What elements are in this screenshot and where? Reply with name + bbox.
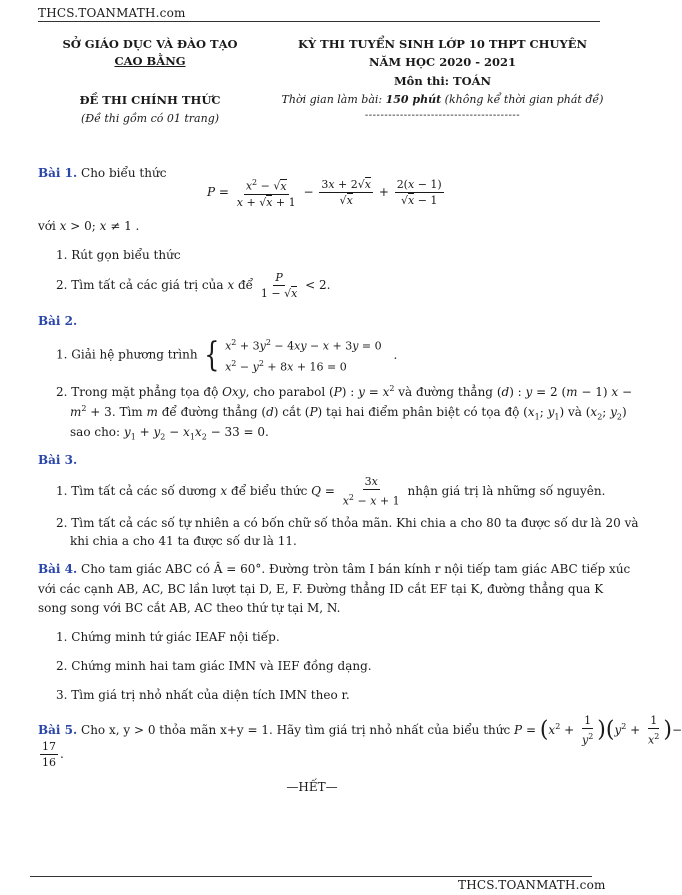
header-pages: (Đề thi gồm có 01 trang) xyxy=(80,112,220,125)
problem-5-line-1: Bài 5. Cho x, y > 0 thỏa mãn x+y = 1. Hãy tìm giá trị nhỏ nhất của biểu thức $P = (x^2$ + $\frac{1}{y^2}$ )($y^2$ + $\frac{1}{x^2}$ )− xyxy=(38,714,682,747)
header-rule xyxy=(38,21,600,22)
p5-end: . xyxy=(60,747,64,761)
p2-l2c: cắt xyxy=(282,405,301,419)
condition-prefix: với xyxy=(38,219,56,233)
problem-4-line-3: song song với BC cắt AB, AC theo thứ tự tại M, N. xyxy=(38,601,341,615)
problem-1-condition: với x > 0; x ≠ 1 . xyxy=(38,219,140,233)
problem-4-line-1 xyxy=(38,562,630,576)
problem-5-line-2: $\frac{17}{16}$ . xyxy=(42,740,64,769)
header-province: CAO BẰNG xyxy=(114,54,186,68)
problem-4-item-1: 1. Chứng minh tứ giác IEAF nội tiếp. xyxy=(56,630,280,644)
time-value: 150 phút xyxy=(385,93,442,106)
problem-5-label: Bài 5. xyxy=(38,722,78,737)
header-time xyxy=(270,93,615,106)
header-official: ĐỀ THI CHÍNH THỨC xyxy=(79,93,221,107)
problem-3-label: Bài 3. xyxy=(38,453,78,467)
p3-1b: để biểu thức xyxy=(231,483,308,498)
item-2-de: để xyxy=(237,278,254,292)
time-suffix: (không kể thời gian phát đề) xyxy=(441,93,604,106)
problem-1-item-2: 2. Tìm tất cả các giá trị của x để $\frac{P}{1 - √x}$ < 2. xyxy=(56,271,331,300)
problem-4-item-2: 2. Chứng minh hai tam giác IMN và IEF đồng dạng. xyxy=(56,659,372,673)
header-year: NĂM HỌC 2020 - 2021 xyxy=(368,55,516,69)
watermark-bottom: THCS.TOANMATH.com xyxy=(458,878,606,892)
header-dashes: ---------------------------------------- xyxy=(364,110,521,121)
p3-1c: nhận giá trị là những số nguyên. xyxy=(407,483,606,498)
time-prefix: Thời gian làm bài: xyxy=(281,93,386,106)
header-exam: KỲ THI TUYỂN SINH LỚP 10 THPT CHUYÊN xyxy=(297,37,588,51)
p2-l2b: để đường thẳng xyxy=(161,405,258,419)
p2-l1c: và đường thẳng xyxy=(398,385,493,399)
p3-1a: 1. Tìm tất cả các số dương xyxy=(56,483,217,498)
footer-rule xyxy=(30,876,592,877)
problem-3-item-2-line-1: 2. Tìm tất cả các số tự nhiên a có bốn chữ số thỏa mãn. Khi chia a cho 80 ta được số dư là 20 và xyxy=(56,516,639,530)
p4-l1: Cho tam giác ABC có Â = 60°. Đường tròn tâm I bán kính r nội tiếp tam giác ABC tiếp xúc xyxy=(81,562,631,576)
problem-4-line-2: với các cạnh AB, AC, BC lần lượt tại D, E, F. Đường thẳng ID cắt EF tại K, đường thẳng qua K xyxy=(38,582,604,596)
problem-4-item-3: 3. Tìm giá trị nhỏ nhất của diện tích IMN theo r. xyxy=(56,688,350,702)
problem-1-label: Bài 1. xyxy=(38,166,78,180)
problem-2-label: Bài 2. xyxy=(38,314,78,328)
problem-1-intro: Cho biểu thức xyxy=(81,166,167,180)
problem-2-item-2-line-1: 2. Trong mặt phẳng tọa độ Oxy, cho parabol (P) : $y = x^2$ và đường thẳng (d) : y = 2 (m − 1) x − xyxy=(56,384,633,399)
problem-1-item-1: 1. Rút gọn biểu thức xyxy=(56,248,181,262)
problem-2-item-2-line-2: $m^2 + 3$. Tìm m để đường thẳng (d) cắt (P) tại hai điểm phân biệt có tọa độ ($x_1$; $y_1$) và ($x_2$; $y_2$) xyxy=(70,404,627,422)
end-mark: —HẾT— xyxy=(286,780,338,794)
problem-1-formula: P = $\frac{x^2 - √x}{x + √x + 1}$ − $\frac{3x + 2√x}{√x}$ + $\frac{2(x - 1)}{√x - 1}$ xyxy=(207,177,442,209)
header-dept: SỞ GIÁO DỤC VÀ ĐÀO TẠO xyxy=(62,37,238,51)
p2-l2d: tại hai điểm phân biệt có tọa độ xyxy=(326,405,520,419)
header-subject: Môn thi: TOÁN xyxy=(393,74,492,88)
p2-l2e: và xyxy=(567,405,582,419)
problem-4-label: Bài 4. xyxy=(38,562,78,576)
p2-l1a: 2. Trong mặt phẳng tọa độ xyxy=(56,385,219,399)
p5-text: Cho x, y > 0 thỏa mãn x+y = 1. Hãy tìm giá trị nhỏ nhất của biểu thức xyxy=(81,722,511,737)
item-2-text: 2. Tìm tất cả các giá trị của xyxy=(56,278,224,292)
p2-l1b: , cho parabol xyxy=(245,385,326,399)
p2-l3: sao cho: xyxy=(70,425,121,439)
problem-2-item-2-line-3: sao cho: $y_1 + y_2 - x_1x_2 - 33 = 0$. xyxy=(70,425,269,442)
system-text: 1. Giải hệ phương trình xyxy=(56,347,198,362)
watermark-top: THCS.TOANMATH.com xyxy=(38,6,186,20)
problem-3-item-1: 1. Tìm tất cả các số dương x để biểu thức Q = $\frac{3x}{x^2 - x + 1}$ nhận giá trị là những số nguyên. xyxy=(56,475,606,508)
problem-1-heading xyxy=(38,166,166,180)
problem-3-item-2-line-2: khi chia a cho 41 ta được số dư là 11. xyxy=(70,534,297,548)
problem-2-item-1: 1. Giải hệ phương trình { $x^2 + 3y^2 - 4xy - x + 3y = 0$ $x^2 - y^2 + 8x + 16 = 0$ . xyxy=(56,334,398,375)
p2-l2a: . Tìm xyxy=(111,405,143,419)
